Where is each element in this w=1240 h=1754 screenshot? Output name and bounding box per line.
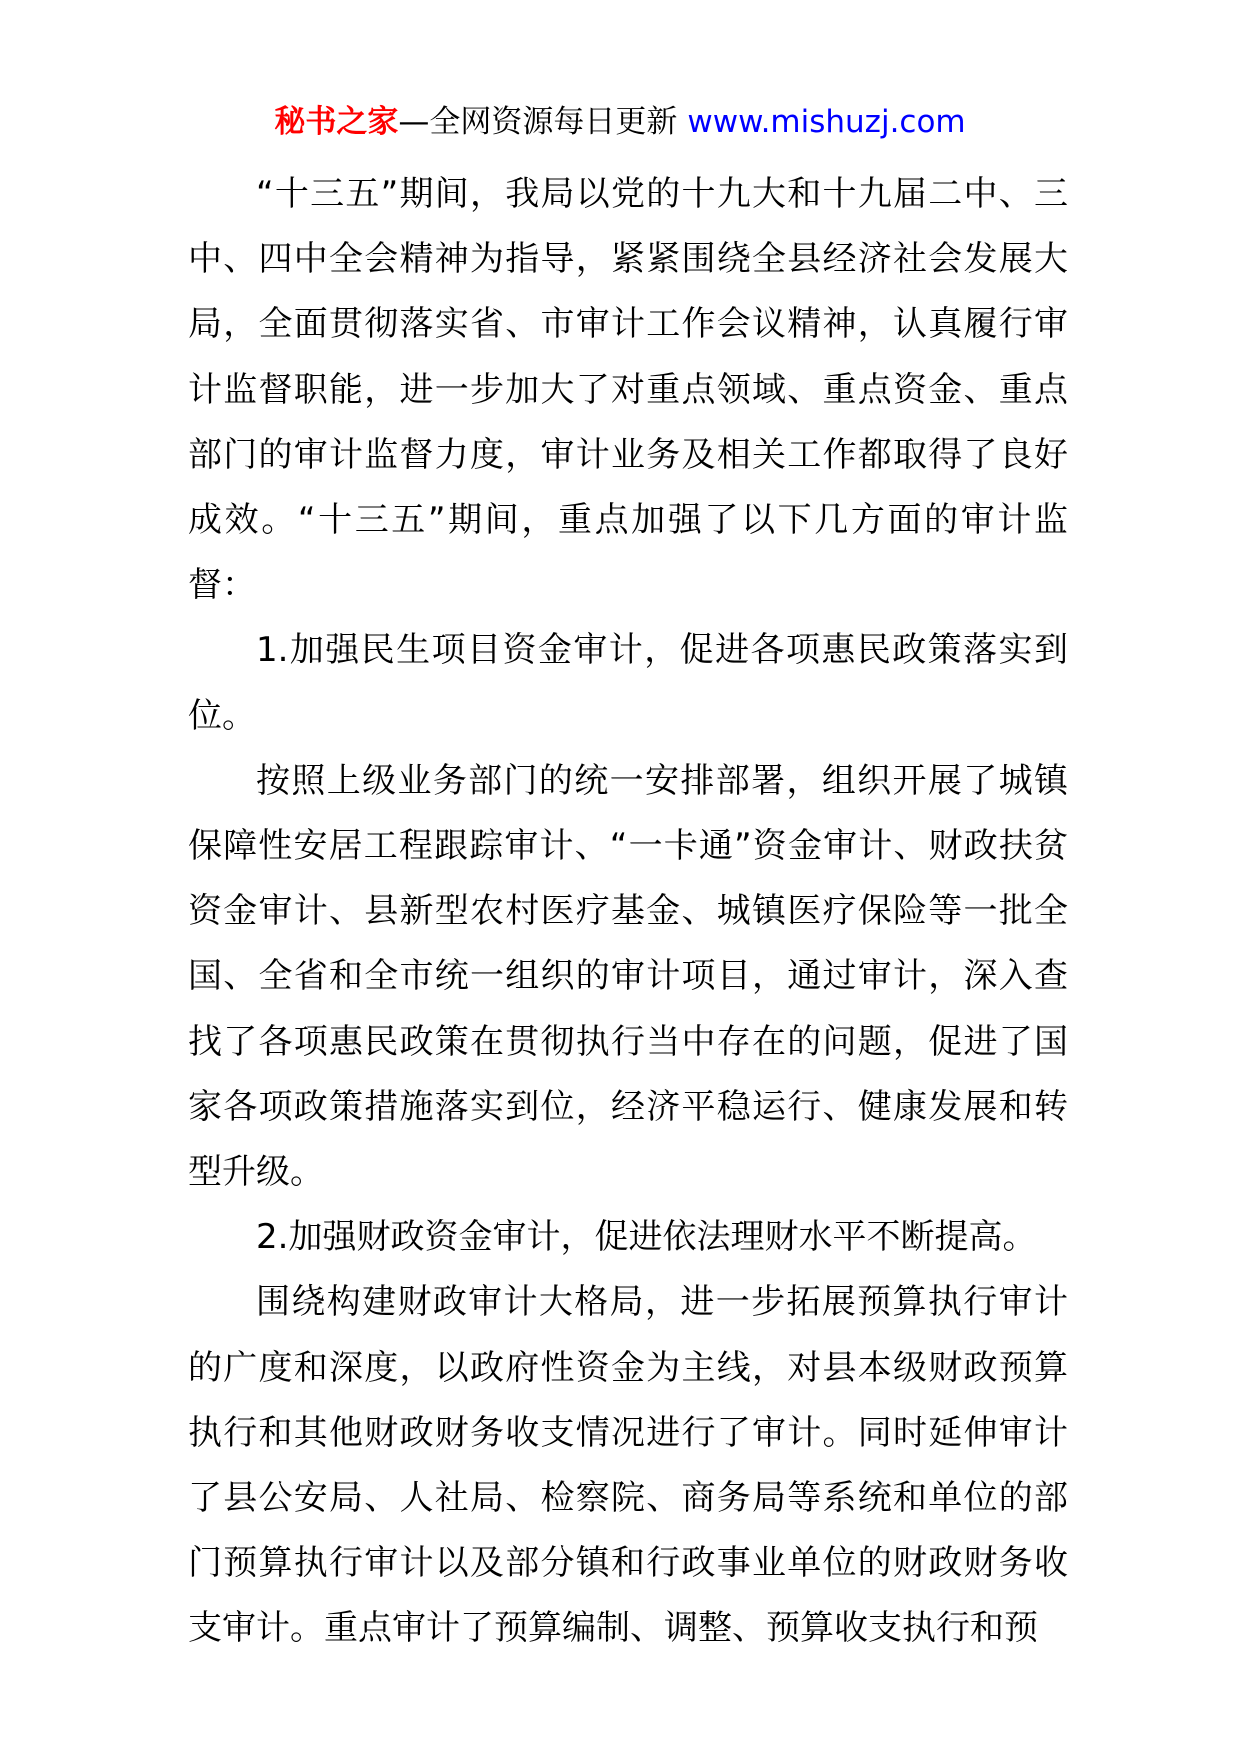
site-url[interactable]: www.mishuzj.com	[687, 104, 966, 140]
document-body	[188, 162, 1068, 1662]
header-tagline: —全网资源每日更新	[398, 104, 678, 140]
paragraph-heading-1: 1.加强民生项目资金审计，促进各项惠民政策落实到位。	[188, 630, 1068, 736]
paragraph-livelihood-audit: 按照上级业务部门的统一安排部署，组织开展了城镇保障性安居工程跟踪审计、“一卡通”资金审计、财政扶贫资金审计、县新型农村医疗基金、城镇医疗保险等一批全国、全省和全市统一组织的审计项目，通过审计，深入查找了各项惠民政策在贯彻执行当中存在的问题，促进了国家各项政策措施落实到位，经济平稳运行、健康发展和转型升级。	[188, 760, 1068, 1193]
brand-name: 秘书之家	[274, 104, 399, 140]
paragraph-intro: “十三五”期间，我局以党的十九大和十九届二中、三中、四中全会精神为指导，紧紧围绕全县经济社会发展大局，全面贯彻落实省、市审计工作会议精神，认真履行审计监督职能，进一步加大了对重点领域、重点资金、重点部门的审计监督力度，审计业务及相关工作都取得了良好成效。“十三五”期间，重点加强了以下几方面的审计监督：	[188, 174, 1068, 606]
paragraph-heading-2: 2.加强财政资金审计，促进依法理财水平不断提高。	[256, 1217, 1037, 1258]
site-header	[0, 100, 1240, 144]
paragraph-fiscal-audit: 围绕构建财政审计大格局，进一步拓展预算执行审计的广度和深度，以政府性资金为主线，对县本级财政预算执行和其他财政财务收支情况进行了审计。同时延伸审计了县公安局、人社局、检察院、商务局等系统和单位的部门预算执行审计以及部分镇和行政事业单位的财政财务收支审计。重点审计了预算编制、调整、预算收支执行和预	[188, 1282, 1068, 1649]
